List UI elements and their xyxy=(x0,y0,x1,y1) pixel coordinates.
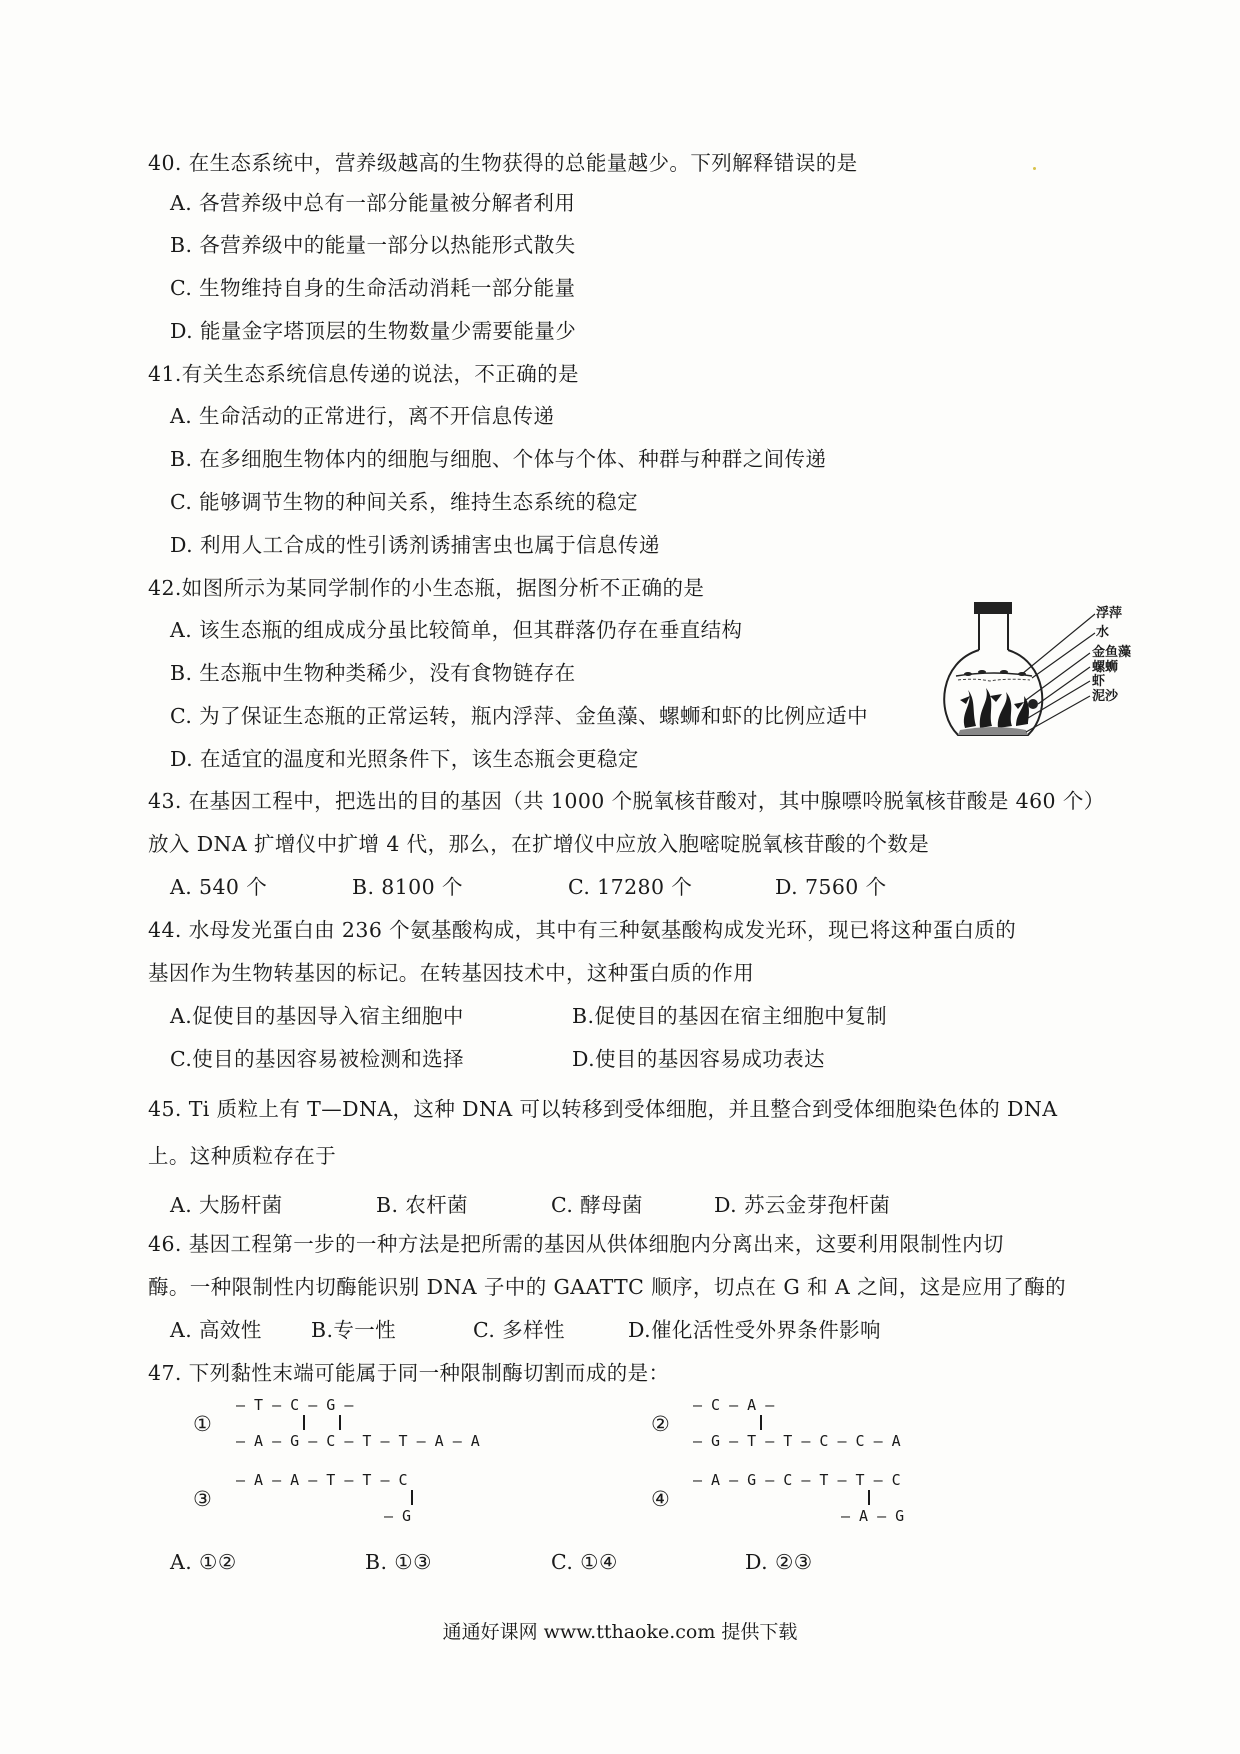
sticky-end-1-bottom-strand: — A — G — C — T — T — A — A xyxy=(236,1432,480,1450)
label-snail: 螺蛳 xyxy=(1092,660,1119,675)
q44-option-a: A.促使目的基因导入宿主细胞中 xyxy=(170,1004,464,1028)
q46-option-b: B.专一性 xyxy=(311,1318,397,1342)
q47-option-d: D. ②③ xyxy=(745,1550,813,1574)
q45-stem: 45. Ti 质粒上有 T—DNA，这种 DNA 可以转移到受体细胞，并且整合到受体细胞染色体的 DNA xyxy=(148,1097,1058,1121)
page-footer: 通通好课网 www.tthaoke.com 提供下载 xyxy=(442,1621,798,1643)
label-water: 水 xyxy=(1096,625,1110,640)
sticky-end-3-label: ③ xyxy=(193,1487,212,1511)
q41-stem: 41.有关生态系统信息传递的说法，不正确的是 xyxy=(148,362,579,386)
q46-option-d: D.催化活性受外界条件影响 xyxy=(628,1318,881,1342)
q44-option-b: B.促使目的基因在宿主细胞中复制 xyxy=(572,1004,887,1028)
q43-option-d: D. 7560 个 xyxy=(775,875,887,899)
q44-stem-line2: 基因作为生物转基因的标记。在转基因技术中，这种蛋白质的作用 xyxy=(148,961,755,985)
q42-option-d: D. 在适宜的温度和光照条件下，该生态瓶会更稳定 xyxy=(170,747,639,771)
sticky-end-4-top-strand: — A — G — C — T — T — C xyxy=(693,1471,901,1489)
q41-option-c: C. 能够调节生物的种间关系，维持生态系统的稳定 xyxy=(170,490,639,514)
q46-option-c: C. 多样性 xyxy=(473,1318,565,1342)
hydrogen-bond xyxy=(303,1415,305,1430)
sticky-end-2-label: ② xyxy=(651,1412,670,1436)
hydrogen-bond xyxy=(868,1490,870,1505)
q43-option-b: B. 8100 个 xyxy=(352,875,463,899)
q40-option-b: B. 各营养级中的能量一部分以热能形式散失 xyxy=(170,233,576,257)
label-sand: 泥沙 xyxy=(1092,689,1119,704)
sticky-end-1-label: ① xyxy=(193,1412,212,1436)
bottle-stopper xyxy=(974,602,1012,614)
hydrogen-bond xyxy=(760,1415,762,1430)
q42-option-b: B. 生态瓶中生物种类稀少，没有食物链存在 xyxy=(170,661,576,685)
q47-option-c: C. ①④ xyxy=(551,1550,618,1574)
q43-option-c: C. 17280 个 xyxy=(568,875,693,899)
label-shrimp: 虾 xyxy=(1092,674,1106,689)
label-leader-lines xyxy=(1022,614,1095,732)
q46-stem-line2: 酶。一种限制性内切酶能识别 DNA 子中的 GAATTC 顺序，切点在 G 和 A 之间，这是应用了酶的 xyxy=(148,1275,1067,1299)
q42-stem: 42.如图所示为某同学制作的小生态瓶，据图分析不正确的是 xyxy=(148,576,705,600)
q46-stem: 46. 基因工程第一步的一种方法是把所需的基因从供体细胞内分离出来，这要利用限制性内切 xyxy=(148,1232,1004,1256)
q45-option-c: C. 酵母菌 xyxy=(551,1193,643,1217)
q42-option-c: C. 为了保证生态瓶的正常运转，瓶内浮萍、金鱼藻、螺蛳和虾的比例应适中 xyxy=(170,704,868,728)
label-waterweed: 金鱼藻 xyxy=(1092,645,1132,660)
q41-option-a: A. 生命活动的正常进行，离不开信息传递 xyxy=(170,404,555,428)
snail-icon xyxy=(1028,699,1038,709)
q45-stem-line2: 上。这种质粒存在于 xyxy=(148,1144,337,1168)
q41-option-b: B. 在多细胞生物体内的细胞与细胞、个体与个体、种群与种群之间传递 xyxy=(170,447,827,471)
q43-stem: 43. 在基因工程中，把选出的目的基因（共 1000 个脱氧核苷酸对，其中腺嘌呤脱氧核苷酸是 460 个） xyxy=(148,789,1105,813)
q40-stem: 40. 在生态系统中，营养级越高的生物获得的总能量越少。下列解释错误的是 xyxy=(148,151,858,175)
ecosystem-bottle-figure xyxy=(930,600,1150,760)
q45-option-a: A. 大肠杆菌 xyxy=(170,1193,283,1217)
q44-option-d: D.使目的基因容易成功表达 xyxy=(572,1047,825,1071)
q40-option-a: A. 各营养级中总有一部分能量被分解者利用 xyxy=(170,191,576,215)
sticky-end-2-top-strand: — C — A — xyxy=(693,1396,775,1414)
q46-option-a: A. 高效性 xyxy=(170,1318,262,1342)
sticky-end-4-bottom-strand: — A — G xyxy=(841,1507,905,1525)
sticky-end-3-bottom-strand: — G xyxy=(384,1507,412,1525)
q43-stem-line2: 放入 DNA 扩增仪中扩增 4 代，那么，在扩增仪中应放入胞嘧啶脱氧核苷酸的个数是 xyxy=(148,832,930,856)
q41-option-d: D. 利用人工合成的性引诱剂诱捕害虫也属于信息传递 xyxy=(170,533,660,557)
q43-option-a: A. 540 个 xyxy=(170,875,268,899)
hydrogen-bond xyxy=(339,1415,341,1430)
waterweed-icon xyxy=(960,688,1029,728)
bottle-neck xyxy=(979,614,1008,650)
q45-option-d: D. 苏云金芽孢杆菌 xyxy=(714,1193,891,1217)
sand-layer xyxy=(958,727,1028,735)
q42-option-a: A. 该生态瓶的组成成分虽比较简单，但其群落仍存在垂直结构 xyxy=(170,618,743,642)
sticky-end-4-label: ④ xyxy=(651,1487,670,1511)
sticky-end-1-top-strand: — T — C — G — xyxy=(236,1396,354,1414)
hydrogen-bond xyxy=(411,1490,413,1505)
q47-option-b: B. ①③ xyxy=(365,1550,432,1574)
label-duckweed: 浮萍 xyxy=(1096,606,1123,621)
sticky-end-3-top-strand: — A — A — T — T — C xyxy=(236,1471,408,1489)
scan-speck xyxy=(1033,167,1036,170)
q47-option-a: A. ①② xyxy=(170,1550,237,1574)
q47-stem: 47. 下列黏性末端可能属于同一种限制酶切割而成的是： xyxy=(148,1361,670,1385)
q45-option-b: B. 农杆菌 xyxy=(376,1193,468,1217)
q40-option-c: C. 生物维持自身的生命活动消耗一部分能量 xyxy=(170,276,576,300)
q44-option-c: C.使目的基因容易被检测和选择 xyxy=(170,1047,464,1071)
q44-stem: 44. 水母发光蛋白由 236 个氨基酸构成，其中有三种氨基酸构成发光环，现已将这种蛋白质的 xyxy=(148,918,1017,942)
q40-option-d: D. 能量金字塔顶层的生物数量少需要能量少 xyxy=(170,319,577,343)
sticky-end-2-bottom-strand: — G — T — T — C — C — A xyxy=(693,1432,901,1450)
